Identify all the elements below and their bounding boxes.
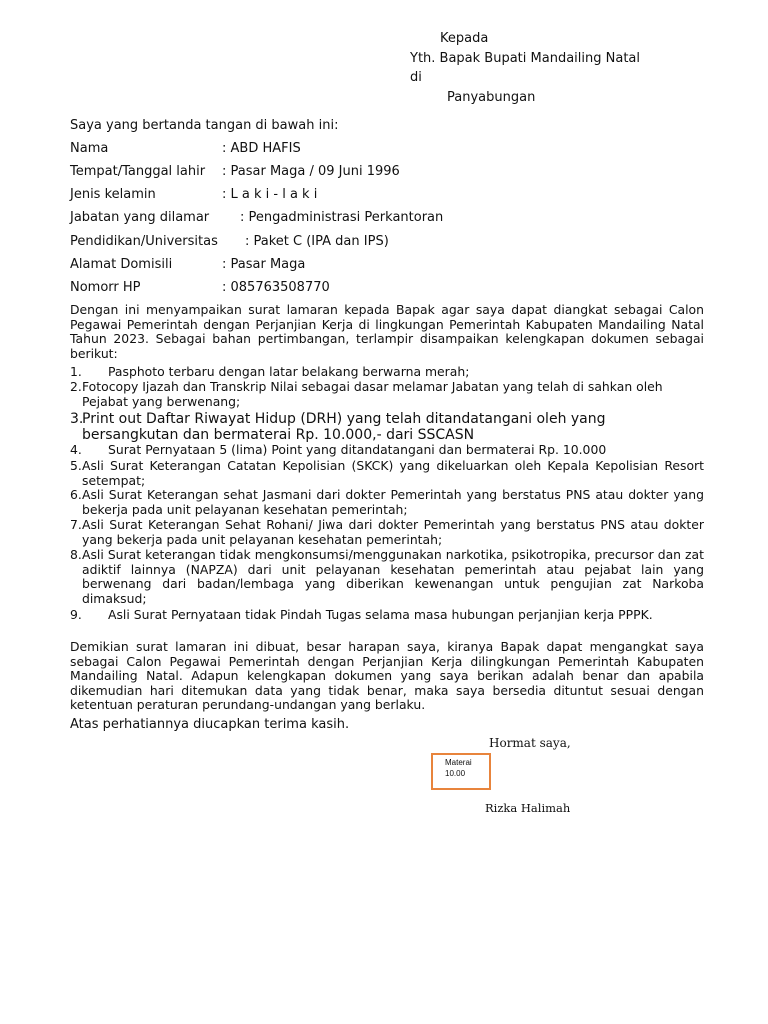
list-item-number: 7. xyxy=(70,517,82,532)
field-value-gender: : L a k i - l a k i xyxy=(222,187,318,202)
field-label-alamat: Alamat Domisili xyxy=(70,257,173,272)
list-item-number: 4. xyxy=(70,442,82,457)
list-item-number: 1. xyxy=(70,364,82,379)
intro-text: Saya yang bertanda tangan di bawah ini: xyxy=(70,118,339,133)
field-value-jabatan: : Pengadministrasi Perkantoran xyxy=(240,210,444,225)
recipient-title: Yth. Bapak Bupati Mandailing Natal xyxy=(410,51,640,66)
list-item-number: 3. xyxy=(70,411,84,427)
field-value-ttl: : Pasar Maga / 09 Juni 1996 xyxy=(222,164,400,179)
field-value-alamat: : Pasar Maga xyxy=(222,257,306,272)
list-item-text: Surat Pernyataan 5 (lima) Point yang ditandatangani dan bermaterai Rp. 10.000 xyxy=(108,442,607,457)
list-item-number: 9. xyxy=(70,607,82,622)
list-item-text: Pasphoto terbaru dengan latar belakang berwarna merah; xyxy=(108,364,470,379)
list-item-text: Asli Surat Keterangan Sehat Rohani/ Jiwa dari dokter Pemerintah yang berstatus PNS atau dokter yang bekerja pada unit pelayanan kesehatan pemerintah; xyxy=(82,517,704,547)
signature-greeting: Hormat saya, xyxy=(489,736,571,750)
list-item-number: 2. xyxy=(70,379,82,394)
list-item-text: Fotocopy Ijazah dan Transkrip Nilai sebagai dasar melamar Jabatan yang telah di sahkan oleh Pejabat yang berwenang; xyxy=(82,379,663,409)
field-value-pendidikan: : Paket C (IPA dan IPS) xyxy=(245,234,389,249)
list-item-text: Asli Surat Keterangan Catatan Kepolisian (SKCK) yang dikeluarkan oleh Kepala Kepolisian Resort setempat; xyxy=(82,458,704,488)
recipient-kepada: Kepada xyxy=(440,31,489,46)
recipient-di: di xyxy=(410,70,422,85)
field-label-nama: Nama xyxy=(70,141,109,156)
field-value-nama: : ABD HAFIS xyxy=(222,141,301,156)
closing-text: Atas perhatiannya diucapkan terima kasih. xyxy=(70,717,350,732)
list-item-text: Asli Surat Pernyataan tidak Pindah Tugas selama masa hubungan perjanjian kerja PPPK. xyxy=(108,607,653,622)
stamp-label: Materai xyxy=(445,758,472,767)
paragraph-opening: Dengan ini menyampaikan surat lamaran kepada Bapak agar saya dapat diangkat sebagai Calon Pegawai Pemerintah dengan Perjanjian Kerja di lingkungan Pemerintah Kabupaten Mandailing Natal Tahun 2023. Sebagai bahan pertimbangan, terlampir disampaikan kelengkapan dokumen sebagai berikut: xyxy=(70,302,704,361)
list-item-number: 8. xyxy=(70,547,82,562)
list-item-text: Print out Daftar Riwayat Hidup (DRH) yang telah ditandatangani oleh yang bersangkutan dan bermaterai Rp. 10.000,- dari SSCASN xyxy=(82,411,606,443)
list-item-number: 6. xyxy=(70,487,82,502)
paragraph-closing: Demikian surat lamaran ini dibuat, besar harapan saya, kiranya Bapak dapat mengangkat saya sebagai Calon Pegawai Pemerintah dengan Perjanjian Kerja dilingkungan Pemerintah Kabupaten Mandailing Natal. Adapun kelengkapan dokumen yang saya berikan adalah benar dan apabila dikemudian hari ditemukan data yang tidak benar, maka saya bersedia dituntut sesuai dengan ketentuan peraturan perundang-undangan yang berlaku. xyxy=(70,639,704,712)
recipient-place: Panyabungan xyxy=(447,90,536,105)
stamp-value: 10.00 xyxy=(445,769,466,778)
field-label-hp: Nomorr HP xyxy=(70,280,141,295)
field-label-gender: Jenis kelamin xyxy=(70,187,156,202)
signature-name: Rizka Halimah xyxy=(485,801,571,815)
field-label-jabatan: Jabatan yang dilamar xyxy=(70,210,210,225)
field-label-ttl: Tempat/Tanggal lahir xyxy=(70,164,206,179)
list-item-text: Asli Surat Keterangan sehat Jasmani dari dokter Pemerintah yang berstatus PNS atau dokter yang bekerja pada unit pelayanan kesehatan pemerintah; xyxy=(82,487,704,517)
field-value-hp: : 085763508770 xyxy=(222,280,330,295)
list-item-text: Asli Surat keterangan tidak mengkonsumsi/menggunakan narkotika, psikotropika, precursor dan zat adiktif lainnya (NAPZA) dari unit pelayanan kesehatan pemerintah atau pejabat lain yang berwenang dari badan/lembaga yang diberikan kewenangan untuk pengujian zat Narkoba dimaksud; xyxy=(82,547,704,606)
materai-stamp-box xyxy=(431,753,491,790)
field-label-pendidikan: Pendidikan/Universitas xyxy=(70,234,218,249)
list-item-number: 5. xyxy=(70,458,82,473)
